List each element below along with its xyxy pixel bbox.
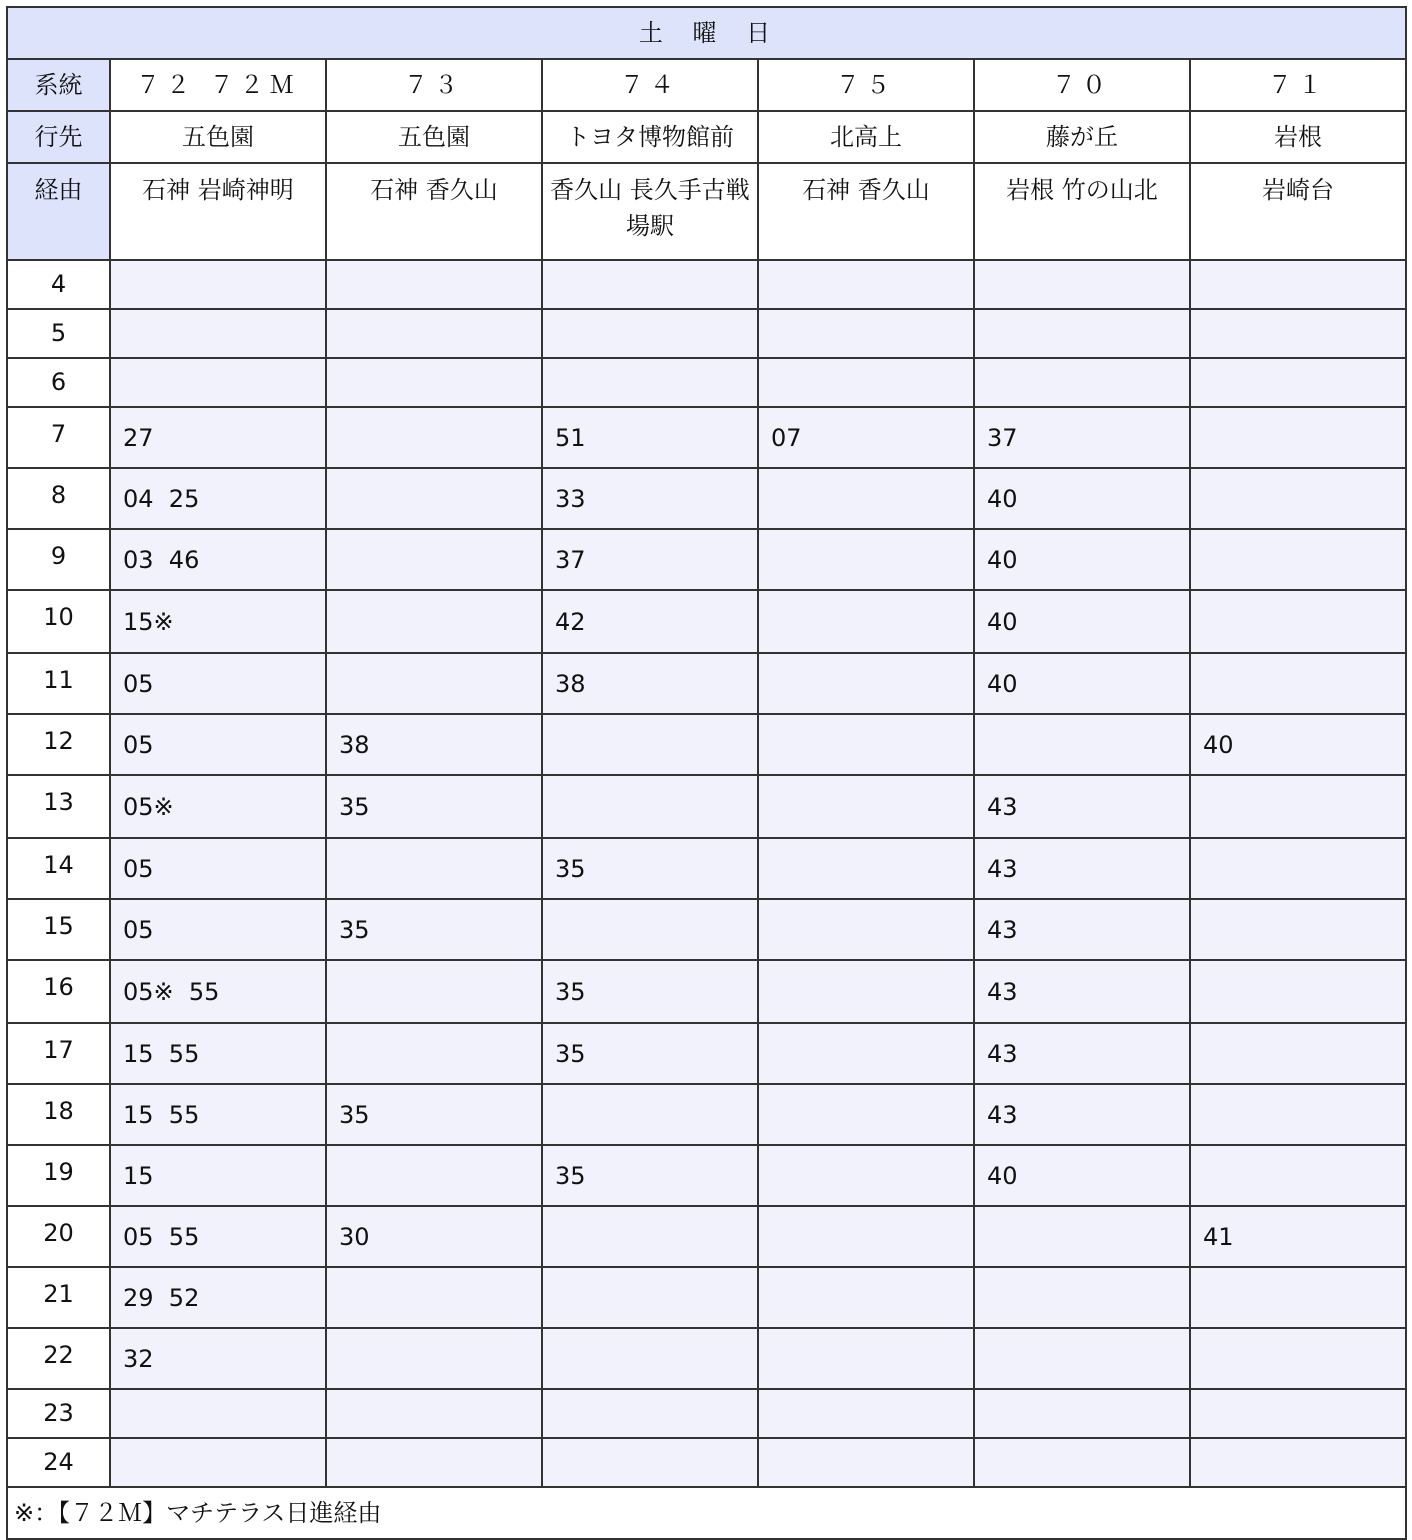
departure-cell: 15: [110, 1145, 326, 1206]
hour-label: 8: [7, 468, 110, 529]
departure-cell: 38: [542, 653, 758, 714]
departure-cell: [326, 838, 542, 899]
hour-row: [7, 1084, 1406, 1145]
departure-cell: [542, 309, 758, 358]
route-destination: トヨタ博物館前: [542, 111, 758, 163]
departure-cell: [1190, 1145, 1406, 1206]
departure-cell: [758, 1084, 974, 1145]
hour-row: [7, 529, 1406, 590]
departure-cell: 05: [110, 653, 326, 714]
departure-cell: [758, 1206, 974, 1267]
hour-row: [7, 260, 1406, 309]
hour-row: [7, 407, 1406, 468]
hour-label: 11: [7, 653, 110, 714]
departure-cell: 35: [326, 899, 542, 960]
departure-cell: 05: [110, 899, 326, 960]
route-destination: 岩根: [1190, 111, 1406, 163]
departure-cell: 30: [326, 1206, 542, 1267]
hour-label: 17: [7, 1023, 110, 1084]
title-text: 土 曜 日: [638, 19, 775, 47]
departure-cell: [326, 309, 542, 358]
departure-cell: 15※: [110, 590, 326, 653]
departure-cell: [1190, 1084, 1406, 1145]
route-via-text: 岩根 竹の山北: [1006, 176, 1158, 204]
via-label: 経由: [7, 163, 110, 260]
hour-row: [7, 1145, 1406, 1206]
hour-row: [7, 775, 1406, 838]
departure-cell: [326, 407, 542, 468]
departure-cell: 07: [758, 407, 974, 468]
departure-cell: 27: [110, 407, 326, 468]
route-destination: 藤が丘: [974, 111, 1190, 163]
departure-cell: [758, 1328, 974, 1389]
departure-cell: [326, 1438, 542, 1487]
route-code: ７３: [326, 59, 542, 111]
departure-cell: [758, 260, 974, 309]
departure-cell: [542, 1206, 758, 1267]
departure-cell: 43: [974, 899, 1190, 960]
departure-cell: 43: [974, 1084, 1190, 1145]
departure-cell: 35: [542, 1145, 758, 1206]
route-via: [542, 163, 758, 260]
departure-cell: [974, 1389, 1190, 1438]
departure-cell: [110, 358, 326, 407]
route-via: [110, 163, 326, 260]
departure-cell: [326, 1267, 542, 1328]
hour-label: 18: [7, 1084, 110, 1145]
hour-row: [7, 838, 1406, 899]
departure-cell: [758, 775, 974, 838]
departure-cell: [326, 1023, 542, 1084]
departure-cell: 40: [974, 590, 1190, 653]
departure-cell: 35: [542, 960, 758, 1023]
hour-row: [7, 899, 1406, 960]
departure-cell: [1190, 653, 1406, 714]
departure-cell: [758, 529, 974, 590]
departure-cell: 35: [542, 838, 758, 899]
hour-row: [7, 1206, 1406, 1267]
departure-cell: 15 55: [110, 1084, 326, 1145]
hour-label: 19: [7, 1145, 110, 1206]
hour-row: [7, 960, 1406, 1023]
departure-cell: 05: [110, 714, 326, 775]
departure-cell: [326, 653, 542, 714]
departure-cell: [542, 1267, 758, 1328]
hour-label: 7: [7, 407, 110, 468]
departure-cell: [326, 1328, 542, 1389]
departure-cell: [542, 714, 758, 775]
departure-cell: [1190, 1267, 1406, 1328]
departure-cell: 42: [542, 590, 758, 653]
departure-cell: [974, 714, 1190, 775]
departure-cell: 43: [974, 960, 1190, 1023]
hour-label: 5: [7, 309, 110, 358]
departure-cell: [110, 260, 326, 309]
departure-cell: 05※ 55: [110, 960, 326, 1023]
route-via: [974, 163, 1190, 260]
route-destination: 五色園: [326, 111, 542, 163]
departure-cell: [1190, 1328, 1406, 1389]
hour-label: 6: [7, 358, 110, 407]
departure-cell: [1190, 960, 1406, 1023]
departure-cell: [974, 1267, 1190, 1328]
departure-cell: [758, 358, 974, 407]
hour-label: 10: [7, 590, 110, 653]
departure-cell: 05: [110, 838, 326, 899]
hour-label: 12: [7, 714, 110, 775]
departure-cell: [326, 1389, 542, 1438]
hour-row: [7, 468, 1406, 529]
departure-cell: [542, 260, 758, 309]
footnote-row: [7, 1487, 1406, 1539]
route-destination: 五色園: [110, 111, 326, 163]
route-code: ７１: [1190, 59, 1406, 111]
hour-row: [7, 1023, 1406, 1084]
departure-cell: [974, 1328, 1190, 1389]
hour-row: [7, 1267, 1406, 1328]
departure-cell: [326, 960, 542, 1023]
hour-row: [7, 358, 1406, 407]
departure-cell: [758, 1267, 974, 1328]
departure-cell: [1190, 1438, 1406, 1487]
departure-cell: [974, 309, 1190, 358]
route-via-text: 石神 香久山: [370, 176, 498, 204]
departure-cell: [326, 468, 542, 529]
departure-cell: [974, 260, 1190, 309]
departure-cell: 29 52: [110, 1267, 326, 1328]
departure-cell: [1190, 309, 1406, 358]
departure-cell: [542, 775, 758, 838]
hour-row: [7, 714, 1406, 775]
departure-cell: 43: [974, 775, 1190, 838]
route-row: [7, 59, 1406, 111]
timetable-container: [6, 6, 1405, 1540]
departure-cell: [758, 590, 974, 653]
route-via-text: 香久山 長久手古戦場駅: [550, 176, 750, 240]
departure-cell: 40: [1190, 714, 1406, 775]
departure-cell: 37: [974, 407, 1190, 468]
departure-cell: [758, 1438, 974, 1487]
departure-cell: 35: [326, 1084, 542, 1145]
departure-cell: [1190, 358, 1406, 407]
departure-cell: [974, 1206, 1190, 1267]
departure-cell: [1190, 590, 1406, 653]
departure-cell: [758, 653, 974, 714]
departure-cell: [974, 358, 1190, 407]
departure-cell: [110, 1438, 326, 1487]
route-via-text: 石神 香久山: [802, 176, 930, 204]
destination-label: 行先: [7, 111, 110, 163]
departure-cell: 40: [974, 529, 1190, 590]
route-via-text: 岩崎台: [1262, 176, 1334, 204]
departure-cell: [758, 838, 974, 899]
hour-row: [7, 1328, 1406, 1389]
departure-cell: [758, 468, 974, 529]
departure-cell: [974, 1438, 1190, 1487]
departure-cell: [758, 1389, 974, 1438]
title-row: [7, 7, 1406, 59]
departure-cell: [326, 1145, 542, 1206]
timetable-title: [7, 7, 1406, 59]
hour-label: 14: [7, 838, 110, 899]
departure-cell: 32: [110, 1328, 326, 1389]
hour-row: [7, 590, 1406, 653]
route-code: ７０: [974, 59, 1190, 111]
departure-cell: 05※: [110, 775, 326, 838]
departure-cell: [110, 309, 326, 358]
departure-cell: [1190, 529, 1406, 590]
departure-cell: [758, 309, 974, 358]
departure-cell: [1190, 260, 1406, 309]
hour-label: 23: [7, 1389, 110, 1438]
hour-label: 20: [7, 1206, 110, 1267]
destination-row: [7, 111, 1406, 163]
departure-cell: [110, 1389, 326, 1438]
timetable: [6, 6, 1407, 1540]
departure-cell: 40: [974, 468, 1190, 529]
departure-cell: [758, 899, 974, 960]
departure-cell: 35: [326, 775, 542, 838]
departure-cell: [326, 358, 542, 407]
departure-cell: 40: [974, 653, 1190, 714]
hour-label: 4: [7, 260, 110, 309]
departure-cell: [758, 714, 974, 775]
route-via: [326, 163, 542, 260]
via-row: [7, 163, 1406, 260]
departure-cell: 43: [974, 838, 1190, 899]
departure-cell: 35: [542, 1023, 758, 1084]
route-label: 系統: [7, 59, 110, 111]
departure-cell: [326, 590, 542, 653]
hour-label: 16: [7, 960, 110, 1023]
route-destination: 北高上: [758, 111, 974, 163]
departure-cell: [1190, 1389, 1406, 1438]
departure-cell: [542, 1389, 758, 1438]
hour-label: 13: [7, 775, 110, 838]
departure-cell: [542, 1084, 758, 1145]
footnote: ※：【７２Ｍ】マチテラス日進経由: [7, 1487, 1406, 1539]
departure-cell: [326, 260, 542, 309]
route-via: [758, 163, 974, 260]
departure-cell: [542, 899, 758, 960]
departure-cell: [758, 1023, 974, 1084]
departure-cell: [1190, 468, 1406, 529]
departure-cell: 38: [326, 714, 542, 775]
departure-cell: [1190, 838, 1406, 899]
departure-cell: 43: [974, 1023, 1190, 1084]
departure-cell: [1190, 1023, 1406, 1084]
departure-cell: [542, 1328, 758, 1389]
hour-label: 21: [7, 1267, 110, 1328]
departure-cell: 15 55: [110, 1023, 326, 1084]
hour-label: 24: [7, 1438, 110, 1487]
departure-cell: [758, 1145, 974, 1206]
departure-cell: [1190, 407, 1406, 468]
departure-cell: [542, 1438, 758, 1487]
departure-cell: [1190, 775, 1406, 838]
departure-cell: 05 55: [110, 1206, 326, 1267]
hour-row: [7, 309, 1406, 358]
hour-row: [7, 1438, 1406, 1487]
departure-cell: [542, 358, 758, 407]
departure-cell: 03 46: [110, 529, 326, 590]
departure-cell: 04 25: [110, 468, 326, 529]
departure-cell: 33: [542, 468, 758, 529]
route-code: ７２ ７２Ｍ: [110, 59, 326, 111]
hour-label: 22: [7, 1328, 110, 1389]
departure-cell: 41: [1190, 1206, 1406, 1267]
route-code: ７４: [542, 59, 758, 111]
route-code: ７５: [758, 59, 974, 111]
departure-cell: [326, 529, 542, 590]
departure-cell: [758, 960, 974, 1023]
route-via-text: 石神 岩崎神明: [142, 176, 294, 204]
departure-cell: 40: [974, 1145, 1190, 1206]
departure-cell: 51: [542, 407, 758, 468]
departure-cell: [1190, 899, 1406, 960]
hour-label: 9: [7, 529, 110, 590]
hour-row: [7, 1389, 1406, 1438]
route-via: [1190, 163, 1406, 260]
hour-row: [7, 653, 1406, 714]
departure-cell: 37: [542, 529, 758, 590]
hour-label: 15: [7, 899, 110, 960]
